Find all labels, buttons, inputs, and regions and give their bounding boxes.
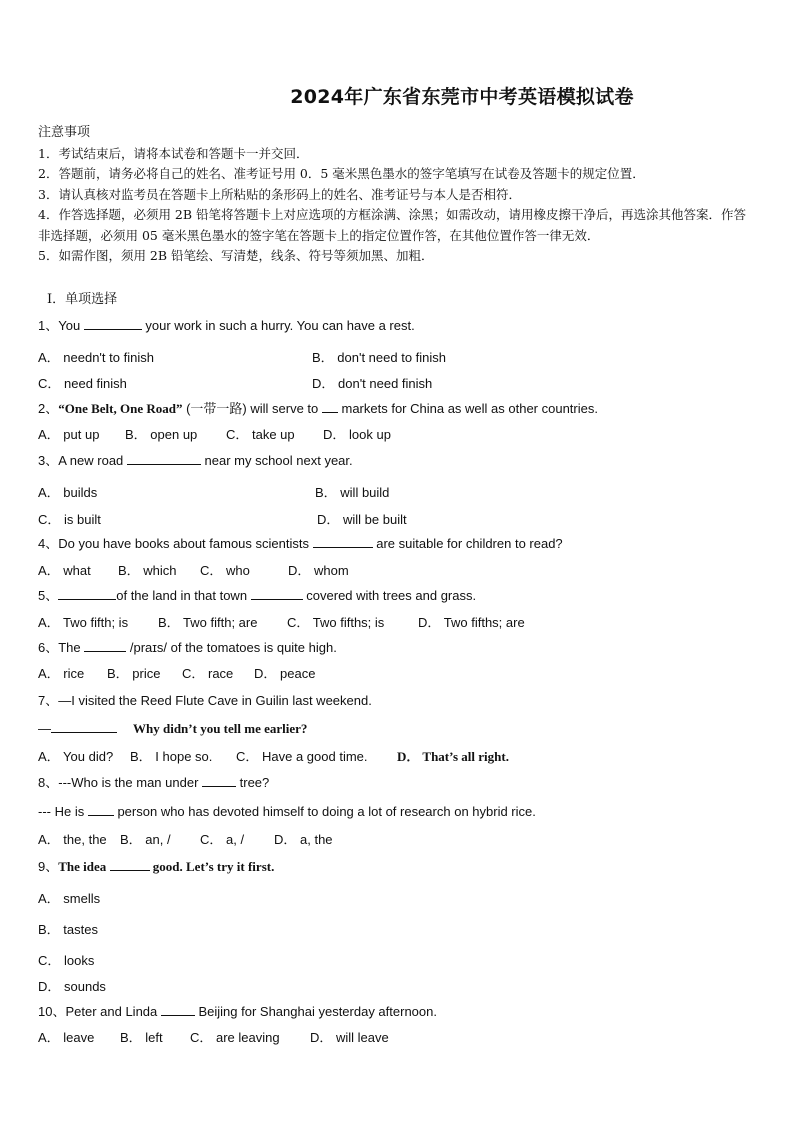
answer-blank xyxy=(313,535,373,548)
option-b: B． which xyxy=(118,563,177,578)
option-d: D． don't need finish xyxy=(312,376,433,391)
question-1: 1、You your work in such a hurry. You can have a rest. xyxy=(38,318,415,333)
option-a: A． needn't to finish xyxy=(38,350,154,365)
option-c: C． Have a good time. xyxy=(236,749,368,764)
answer-blank xyxy=(110,858,150,871)
option-b: B． an, / xyxy=(120,832,171,847)
answer-blank xyxy=(58,587,116,600)
option-c: C． need finish xyxy=(38,376,127,391)
option-c: C． are leaving xyxy=(190,1030,280,1045)
question-7: 7、—I visited the Reed Flute Cave in Guilin last weekend. xyxy=(38,693,372,708)
option-d: D． peace xyxy=(254,666,316,681)
option-c: C． race xyxy=(182,666,234,681)
note-item: 4．作答选择题，必须用 2B 铅笔将答题卡上对应选项的方框涂满、涂黑；如需改动，请用橡皮擦干净后，再选涂其他答案．作答非选择题，必须用 05 毫米黑色墨水的签字笔在答题卡上的指定位置作答，在其他位置作答一律无效． xyxy=(38,207,747,243)
question-7-reply: — Why didn’t you tell me earlier? xyxy=(38,721,308,736)
option-a: A． smells xyxy=(38,891,101,906)
answer-blank xyxy=(161,1003,195,1016)
question-2: 2、“One Belt, One Road” (一带一路) will serve to markets for China as well as other countries. xyxy=(38,401,598,416)
option-b: B． don't need to finish xyxy=(312,350,447,365)
option-c: C． looks xyxy=(38,953,95,968)
option-c: C． Two fifths; is xyxy=(287,615,385,630)
option-d: D． look up xyxy=(323,427,391,442)
question-4: 4、Do you have books about famous scientists are suitable for children to read? xyxy=(38,536,563,551)
option-a: A． put up xyxy=(38,427,100,442)
answer-blank xyxy=(51,720,117,733)
question-9: 9、The idea good. Let’s try it first. xyxy=(38,859,275,874)
answer-blank xyxy=(88,803,114,816)
option-b: B． I hope so. xyxy=(130,749,213,764)
option-b: B． Two fifth; are xyxy=(158,615,258,630)
option-c: C． take up xyxy=(226,427,295,442)
question-8-reply: --- He is person who has devoted himself to doing a lot of research on hybrid rice. xyxy=(38,804,536,819)
option-b: B． will build xyxy=(315,485,390,500)
answer-blank xyxy=(322,400,338,413)
option-d: D． a, the xyxy=(274,832,333,847)
question-3: 3、A new road near my school next year. xyxy=(38,453,353,468)
option-d: D． whom xyxy=(288,563,349,578)
option-a: A． You did? xyxy=(38,749,114,764)
question-8: 8、---Who is the man under tree? xyxy=(38,775,270,790)
option-a: A． Two fifth; is xyxy=(38,615,129,630)
option-a: A． leave xyxy=(38,1030,95,1045)
notes-heading: 注意事项 xyxy=(38,125,91,140)
question-10: 10、Peter and Linda Beijing for Shanghai yesterday afternoon. xyxy=(38,1004,437,1019)
option-a: A． rice xyxy=(38,666,85,681)
answer-blank xyxy=(84,639,126,652)
option-d: D． That’s all right. xyxy=(397,749,509,764)
option-b: B． open up xyxy=(125,427,198,442)
option-d: D． Two fifths; are xyxy=(418,615,525,630)
option-d: D． sounds xyxy=(38,979,106,994)
note-item: 1．考试结束后，请将本试卷和答题卡一并交回． xyxy=(38,146,309,161)
option-b: B． tastes xyxy=(38,922,98,937)
option-b: B． price xyxy=(107,666,161,681)
option-c: C． who xyxy=(200,563,250,578)
answer-blank xyxy=(202,774,236,787)
note-item: 3．请认真核对监考员在答题卡上所粘贴的条形码上的姓名、准考证号与本人是否相符． xyxy=(38,187,521,202)
option-d: D． will be built xyxy=(317,512,407,527)
note-item: 5．如需作图，须用 2B 铅笔绘、写清楚，线条、符号等须加黑、加粗． xyxy=(38,248,434,263)
answer-blank xyxy=(84,317,142,330)
option-b: B． left xyxy=(120,1030,163,1045)
option-a: A． what xyxy=(38,563,91,578)
option-a: A． the, the xyxy=(38,832,107,847)
answer-blank xyxy=(127,452,201,465)
answer-blank xyxy=(251,587,303,600)
question-5: 5、 of the land in that town covered with trees and grass. xyxy=(38,588,477,603)
option-c: C． a, / xyxy=(200,832,245,847)
section-heading: Ⅰ．单项选择 xyxy=(47,292,118,307)
note-item: 2．答题前，请务必将自己的姓名、准考证号用 0．5 毫米黑色墨水的签字笔填写在试卷及答题卡的规定位置． xyxy=(38,166,645,181)
page-title: 2024年广东省东莞市中考英语模拟试卷 xyxy=(290,86,634,108)
option-d: D． will leave xyxy=(310,1030,389,1045)
option-a: A． builds xyxy=(38,485,98,500)
option-c: C． is built xyxy=(38,512,101,527)
question-6: 6、The /praɪs/ of the tomatoes is quite high. xyxy=(38,640,337,655)
